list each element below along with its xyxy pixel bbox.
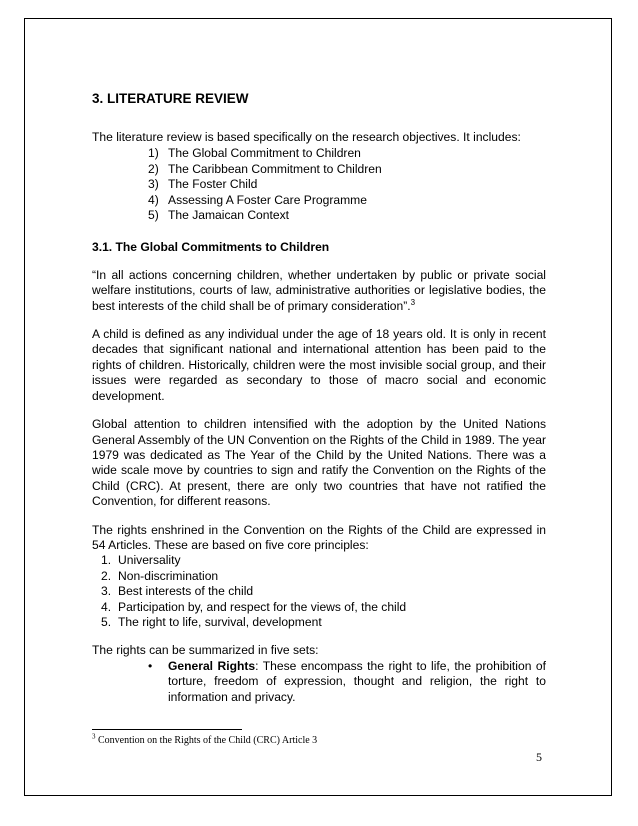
subsection-title: 3.1. The Global Commitments to Children — [92, 240, 330, 255]
list-number: 5) — [148, 208, 159, 223]
list-number: 4. — [101, 599, 112, 614]
objective-item — [92, 177, 546, 192]
list-text: Universality — [118, 553, 181, 568]
sets-intro: The rights can be summarized in five sets: — [92, 643, 319, 658]
paragraph-global-attention: Global attention to children intensified with the adoption by the United Nations General Assembly of the UN Convention on the Rights of the Child in 1989. The year 1979 was dedicated as The Year of the Child by the United Nations. There was a wide scale move by countries to sign and ratify the Convention on the Rights of the Child (CRC). At present, there are only two countries that have not ratified the Convention, for different reasons. — [92, 417, 546, 509]
list-number: 2. — [101, 568, 112, 583]
list-text: Best interests of the child — [118, 584, 254, 599]
list-number: 1) — [148, 146, 159, 161]
list-number: 5. — [101, 614, 112, 629]
list-text: Participation by, and respect for the views of, the child — [118, 599, 407, 614]
rights-set-text: : These encompass the right to life, the prohibition of torture, freedom of expression, thought and religion, the right to information and privacy. — [168, 658, 546, 704]
list-text: Assessing A Foster Care Programme — [168, 192, 367, 207]
list-text: The Global Commitment to Children — [168, 146, 361, 161]
quote-text: “In all actions concerning children, whether undertaken by public or private social welfare institutions, courts of law, administrative authorities or legislative bodies, the best interests of the child shall be of primary consideration”. — [92, 267, 546, 313]
objective-item — [92, 162, 546, 177]
paragraph-child-definition: A child is defined as any individual under the age of 18 years old. It is only in recent decades that significant national and international attention has been paid to the rights of children. Historically, children were the most invisible social group, and their issues were regarded as secondary to those of macro social and economic development. — [92, 327, 546, 403]
bullet-icon: • — [148, 658, 153, 673]
page-content — [92, 91, 546, 705]
list-number: 2) — [148, 161, 159, 176]
footnote-marker: 3 — [92, 732, 96, 741]
objectives-list — [92, 146, 546, 223]
list-text: The Caribbean Commitment to Children — [168, 161, 382, 176]
footnote-reference: 3 — [410, 297, 416, 307]
rights-set-title: General Rights — [168, 658, 256, 673]
principle-item — [92, 584, 546, 599]
objective-item — [92, 193, 546, 208]
principle-item — [92, 569, 546, 584]
objective-item — [92, 208, 546, 223]
list-text: The Jamaican Context — [168, 208, 289, 223]
principle-item — [92, 553, 546, 568]
list-text: The Foster Child — [168, 177, 258, 192]
list-number: 4) — [148, 192, 159, 207]
footnote — [92, 732, 318, 746]
page-number: 5 — [536, 750, 542, 764]
list-number: 1. — [101, 553, 112, 568]
principle-item — [92, 615, 546, 630]
list-number: 3. — [101, 584, 112, 599]
principles-list — [92, 553, 546, 630]
rights-set-item — [92, 659, 546, 705]
paragraph-rights-articles: The rights enshrined in the Convention on the Rights of the Child are expressed in 54 Articles. These are based on five core principles: — [92, 522, 546, 552]
principle-item — [92, 600, 546, 615]
footnote-text: Convention on the Rights of the Child (CRC) Article 3 — [95, 735, 318, 746]
footnote-separator — [92, 729, 242, 730]
section-title: 3. LITERATURE REVIEW — [92, 91, 249, 106]
list-number: 3) — [148, 177, 159, 192]
rights-sets-list — [92, 659, 546, 705]
quote-paragraph — [92, 268, 546, 314]
intro-paragraph: The literature review is based specifically on the research objectives. It includes: — [92, 130, 521, 144]
list-text: The right to life, survival, development — [118, 614, 322, 629]
objective-item — [92, 146, 546, 161]
list-text: Non-discrimination — [118, 568, 219, 583]
